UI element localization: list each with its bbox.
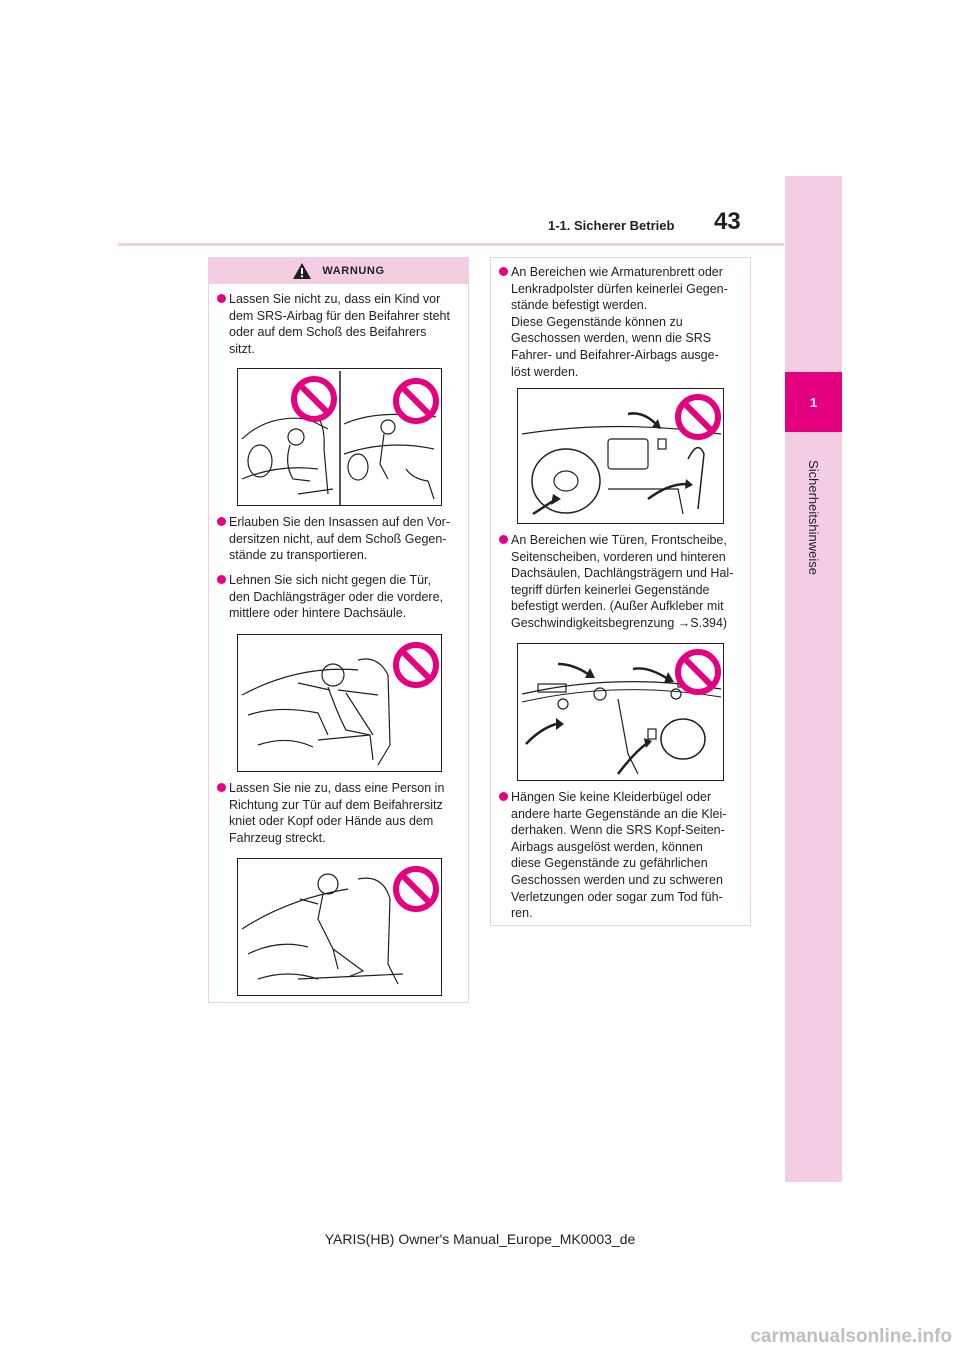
warning-triangle-icon — [292, 262, 312, 280]
section-title: 1-1. Sicherer Betrieb — [548, 218, 675, 233]
illustration-child-airbag — [237, 368, 442, 506]
bullet-icon — [217, 783, 226, 792]
bullet-icon — [499, 792, 508, 801]
bullet-icon — [217, 517, 226, 526]
footer-manual-id: YARIS(HB) Owner's Manual_Europe_MK0003_de — [324, 1231, 636, 1247]
chapter-label: Sicherheitshinweise — [806, 459, 821, 575]
side-tab — [785, 176, 842, 1182]
warning-bullet-coat-hooks: Hängen Sie keine Kleiderbügel oder andere harte Gegenstände an die Klei- derhaken. Wenn die SRS Kopf-Seiten- Airbags ausgelöst werden, können diese Gegenstände zu gefährlichen Geschossen werden und zu schweren Verletzungen oder sogar zum Tod füh- ren. — [499, 789, 744, 922]
warning-bullet-lap-objects: Erlauben Sie den Insassen auf den Vor- dersitzen nicht, auf dem Schoß Gegen- stände zu transportieren. — [217, 514, 462, 564]
illustration-lean-door — [237, 634, 442, 772]
illustration-pillar-objects — [517, 643, 724, 781]
prohibition-icon — [678, 652, 718, 692]
warning-bullet-child-airbag: Lassen Sie nicht zu, dass ein Kind vor dem SRS-Airbag für den Beifahrer steht oder auf dem Schoß des Beifahrers sitzt. — [217, 291, 462, 357]
warning-bullet-dashboard-objects: An Bereichen wie Armaturenbrett oder Lenkradpolster dürfen keinerlei Gegen- stände befestigt werden. Diese Gegenstände können zu Geschossen werden, wenn die SRS Fahrer- und Beifahrer-Airbags ausge- löst werden. — [499, 264, 744, 380]
bullet-icon — [499, 535, 508, 544]
chapter-number-tab[interactable]: 1 — [785, 372, 842, 432]
illustration-dashboard-objects — [517, 388, 724, 524]
warning-box — [208, 257, 469, 1003]
prohibition-icon — [294, 379, 334, 419]
warning-bullet-pillar-objects: An Bereichen wie Türen, Frontscheibe, Seitenscheiben, vorderen und hinteren Dachsäulen, Dachlängsträgern und Hal- tegriff dürfen keinerlei Gegenstände befestigt werden. (Außer Aufkleber mit Geschwindigkeitsbegrenzung →S.394) — [499, 532, 744, 632]
page-number: 43 — [714, 208, 741, 235]
bullet-icon — [499, 267, 508, 276]
bullet-icon — [217, 294, 226, 303]
prohibition-icon — [678, 397, 718, 437]
prohibition-icon — [396, 645, 436, 685]
illustration-kneel-seat — [237, 858, 442, 996]
warning-title: WARNUNG — [322, 265, 385, 277]
warning-box-continued — [490, 257, 751, 926]
bullet-icon — [217, 575, 226, 584]
prohibition-icon — [396, 869, 436, 909]
warning-bullet-kneel-seat: Lassen Sie nie zu, dass eine Person in Richtung zur Tür auf dem Beifahrersitz kniet oder Kopf oder Hände aus dem Fahrzeug streckt. — [217, 780, 462, 846]
watermark: carmanualsonline.info — [750, 1326, 952, 1347]
prohibition-icon — [396, 381, 436, 421]
header-rule — [118, 243, 784, 246]
warning-header — [209, 258, 468, 284]
warning-bullet-lean-door: Lehnen Sie sich nicht gegen die Tür, den Dachlängsträger oder die vordere, mittlere oder hintere Dachsäule. — [217, 572, 462, 622]
